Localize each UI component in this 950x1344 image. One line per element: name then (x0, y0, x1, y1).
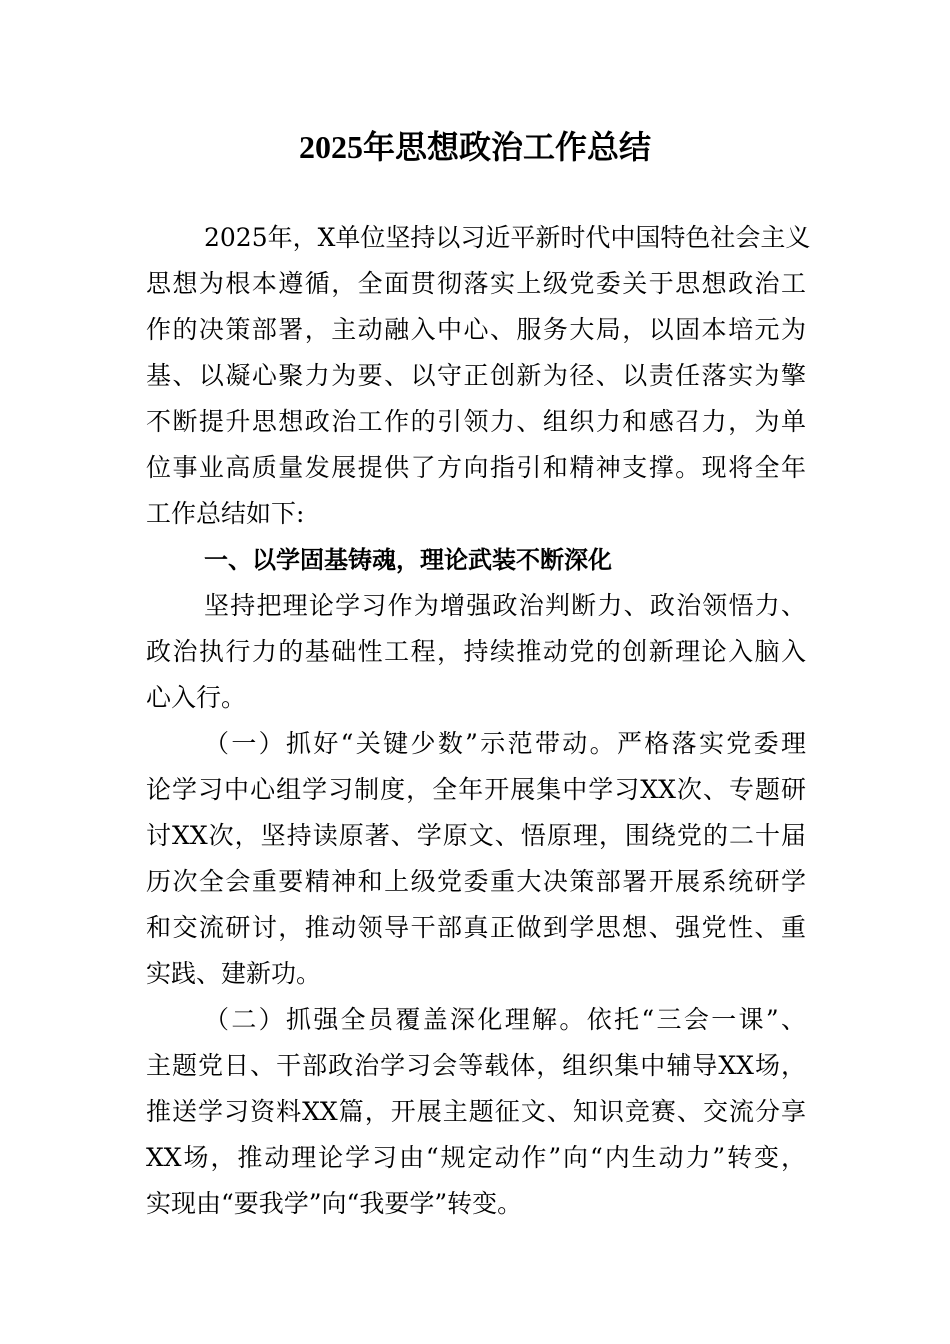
document-body (146, 218, 811, 1230)
text-line: 思想为根本遵循，全面贯彻落实上级党委关于思想政治工 (146, 269, 806, 298)
paragraph (146, 724, 806, 1000)
section-heading (146, 540, 806, 586)
text-line: 工作总结如下: (146, 499, 305, 528)
paragraph (146, 218, 811, 540)
text-line: 论学习中心组学习制度，全年开展集中学习XX次、专题研 (146, 775, 806, 804)
text-line: 推送学习资料XX篇，开展主题征文、知识竞赛、交流分享 (146, 1097, 806, 1126)
text-line: （一）抓好“关键少数”示范带动。严格落实党委理 (204, 729, 806, 758)
text-line: 主题党日、干部政治学习会等载体，组织集中辅导XX场， (146, 1051, 806, 1080)
text-line: 实践、建新功。 (146, 959, 322, 988)
text-line: 不断提升思想政治工作的引领力、组织力和感召力，为单 (146, 407, 806, 436)
text-line: 作的决策部署，主动融入中心、服务大局，以固本培元为 (146, 315, 806, 344)
text-line: 基、以凝心聚力为要、以守正创新为径、以责任落实为擎 (146, 361, 806, 390)
document-title: 2025年思想政治工作总结 (298, 129, 651, 165)
text-line: 位事业高质量发展提供了方向指引和精神支撑。现将全年 (146, 453, 806, 482)
text-line: XX场，推动理论学习由“规定动作”向“内生动力”转变， (146, 1143, 806, 1172)
paragraph (146, 1000, 806, 1230)
paragraph (146, 586, 806, 724)
text-line: 政治执行力的基础性工程，持续推动党的创新理论入脑入 (146, 637, 806, 666)
text-line: 实现由“要我学”向“我要学”转变。 (146, 1189, 523, 1218)
text-line: 2025年，X单位坚持以习近平新时代中国特色社会主义 (204, 223, 811, 252)
text-line: （二）抓强全员覆盖深化理解。依托“三会一课”、 (204, 1005, 806, 1034)
text-line: 和交流研讨，推动领导干部真正做到学思想、强党性、重 (146, 913, 806, 942)
text-line: 讨XX次，坚持读原著、学原文、悟原理，围绕党的二十届 (146, 821, 806, 850)
text-line: 一、以学固基铸魂，理论武装不断深化 (204, 546, 612, 574)
text-line: 心入行。 (146, 683, 247, 712)
text-line: 历次全会重要精神和上级党委重大决策部署开展系统研学 (146, 867, 806, 896)
text-line: 坚持把理论学习作为增强政治判断力、政治领悟力、 (204, 591, 806, 620)
